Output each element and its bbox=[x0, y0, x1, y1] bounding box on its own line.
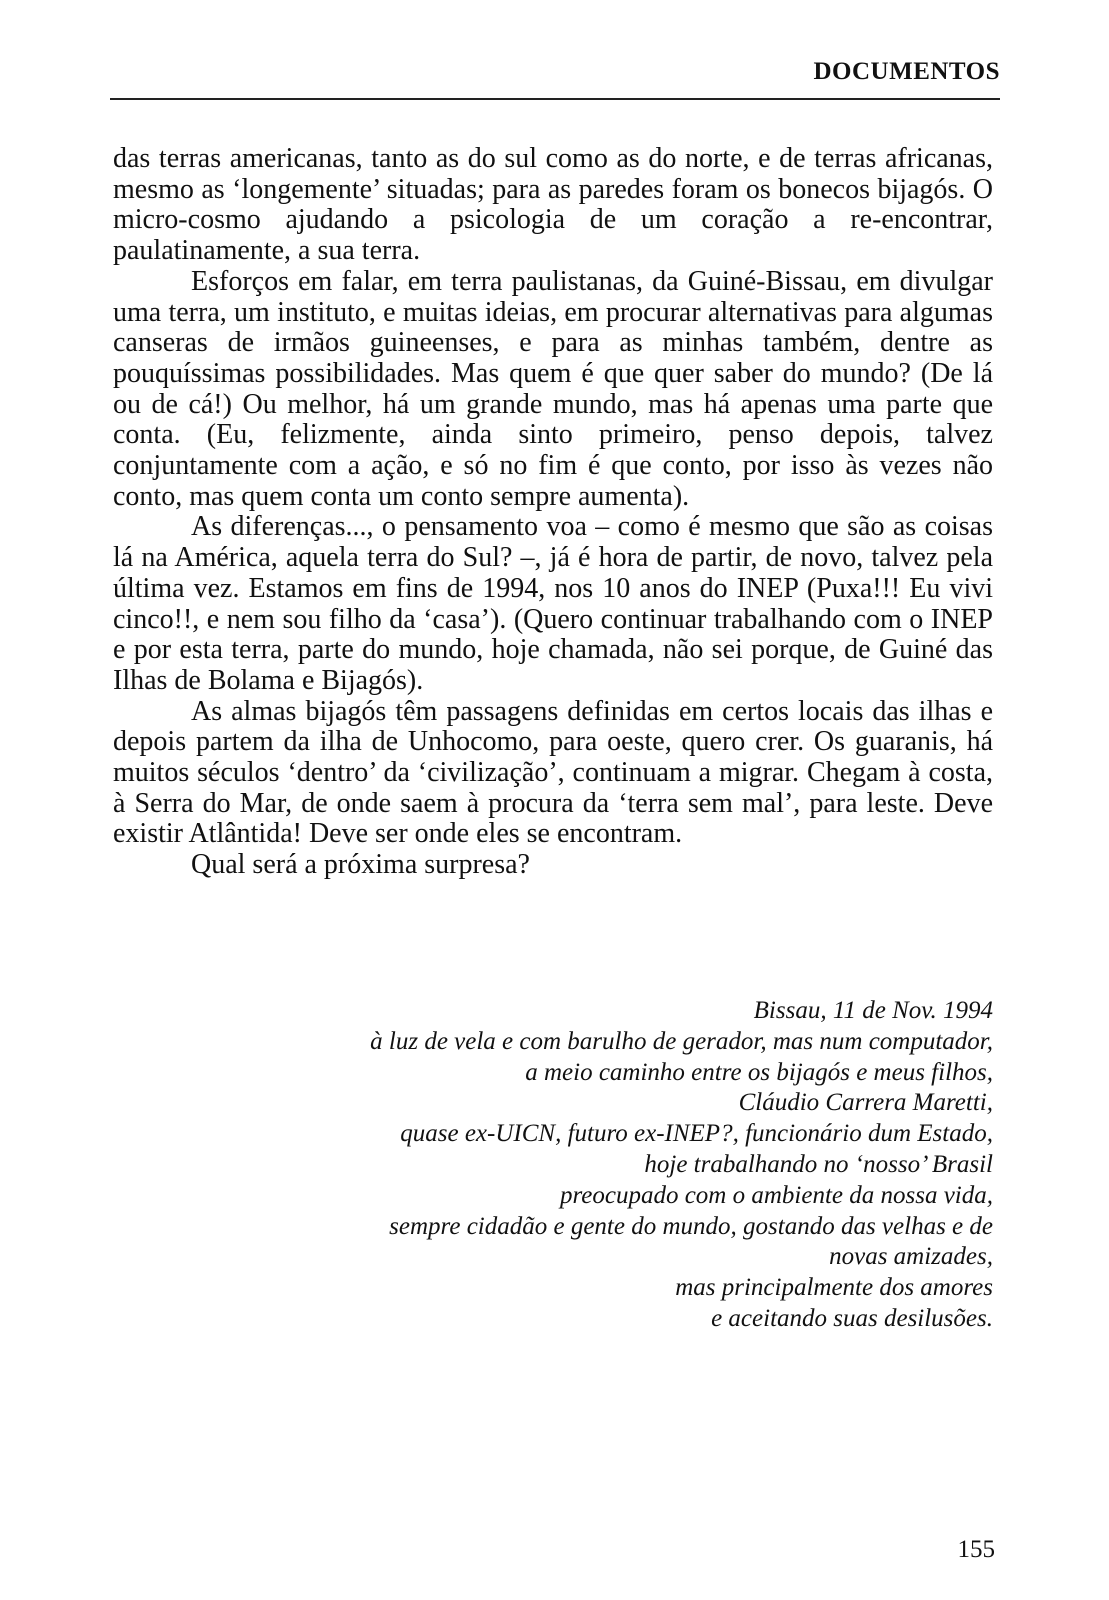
page-header bbox=[110, 54, 1000, 100]
section-title: DOCUMENTOS bbox=[813, 58, 1000, 85]
paragraph: Esforços em falar, em terra paulistanas, da Guiné-Bissau, em divulgar uma terra, um instituto, e muitas ideias, em procurar alternativas para algumas canseras de irmãos guineenses, e para as minhas também, dentre as pouquíssimas possibilidades. Mas quem é que quer saber do mundo? (De lá ou de cá!) Ou melhor, há um grande mundo, mas há apenas uma parte que conta. (Eu, felizmente, ainda sinto primeiro, penso depois, talvez conjuntamente com a ação, e só no fim é que conto, por isso às vezes não conto, mas quem conta um conto sempre aumenta). bbox=[113, 265, 993, 512]
signature-line: novas amizades, bbox=[829, 1243, 993, 1271]
signature-date-line: Bissau, 11 de Nov. 1994 bbox=[753, 997, 993, 1024]
paragraph: As almas bijagós têm passagens definidas em certos locais das ilhas e depois partem da ilha de Unhocomo, para oeste, quero crer. Os guaranis, há muitos séculos ‘dentro’ da ‘civilização’, continuam a migrar. Chegam à costa, à Serra do Mar, de onde saem à procura da ‘terra sem mal’, para leste. Deve existir Atlântida! Deve ser onde eles se encontram. bbox=[113, 695, 993, 850]
signature-line: à luz de vela e com barulho de gerador, mas num computador, bbox=[370, 1027, 993, 1055]
signature-block bbox=[193, 996, 993, 1335]
signature-line: mas principalmente dos amores bbox=[675, 1274, 993, 1302]
page-number: 155 bbox=[957, 1536, 995, 1563]
signature-line: preocupado com o ambiente da nossa vida, bbox=[559, 1181, 993, 1209]
signature-line: sempre cidadão e gente do mundo, gostando das velhas e de bbox=[389, 1212, 993, 1240]
paragraph: As diferenças..., o pensamento voa – como é mesmo que são as coisas lá na América, aquela terra do Sul? –, já é hora de partir, de novo, talvez pela última vez. Estamos em fins de 1994, nos 10 anos do INEP (Puxa!!! Eu vivi cinco!!, e nem sou filho da ‘casa’). (Quero continuar trabalhando com o INEP e por esta terra, parte do mundo, hoje chamada, não sei porque, de Guiné das Ilhas de Bolama e Bijagós). bbox=[113, 511, 993, 696]
paragraph: das terras americanas, tanto as do sul como as do norte, e de terras africanas, mesmo as ‘longemente’ situadas; para as paredes foram os bonecos bijagós. O micro-cosmo ajudando a psicologia de um coração a re-encontrar, paulatinamente, a sua terra. bbox=[113, 143, 993, 267]
signature-author-name: Cláudio Carrera Maretti, bbox=[738, 1089, 993, 1117]
signature-line: a meio caminho entre os bijagós e meus filhos, bbox=[525, 1058, 993, 1086]
signature-line: hoje trabalhando no ‘nosso’ Brasil bbox=[644, 1150, 993, 1178]
body-text bbox=[113, 144, 993, 881]
signature-line: e aceitando suas desilusões. bbox=[711, 1304, 993, 1332]
signature-line: quase ex-UICN, futuro ex-INEP?, funcionário dum Estado, bbox=[400, 1120, 993, 1148]
paragraph: Qual será a próxima surpresa? bbox=[191, 849, 530, 881]
